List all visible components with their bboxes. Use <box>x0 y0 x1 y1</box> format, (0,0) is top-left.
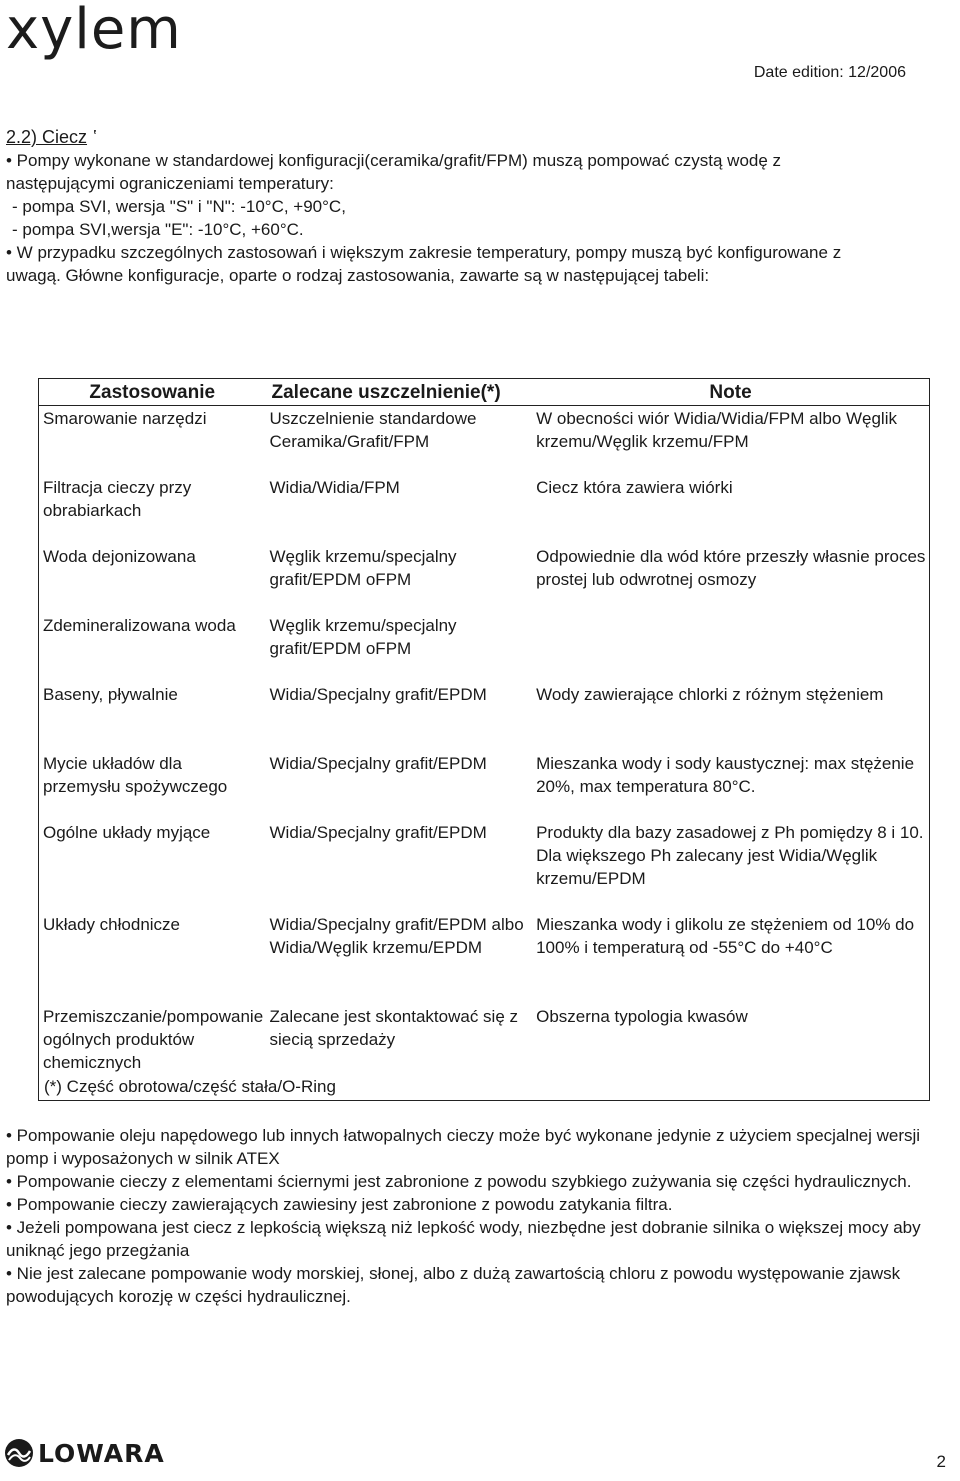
header-note: Note <box>532 379 929 406</box>
cell-seal: Widia/Widia/FPM <box>269 477 400 497</box>
lowara-logo <box>4 1438 165 1468</box>
cell-application: Woda dejonizowana <box>43 546 196 566</box>
cell-seal: Węglik krzemu/specjalny grafit/EPDM oFPM <box>269 546 457 589</box>
note-item: • Pompowanie cieczy z elementami ściernymi jest zabronione z powodu szybkiego zużywania się części hydraulicznych. <box>6 1172 912 1191</box>
cell-note: Mieszanka wody i glikolu ze stężeniem od 10% do 100% i temperaturą od -55°C do +40°C <box>536 914 915 957</box>
section-number: 2.2) Ciecz <box>6 127 88 147</box>
note-item: • Pompowanie cieczy zawierających zawiesiny jest zabronione z powodu zatykania filtra. <box>6 1195 673 1214</box>
cell-seal: Widia/Specjalny grafit/EPDM albo Widia/Węglik krzemu/EPDM <box>269 914 524 957</box>
cell-seal: Węglik krzemu/specjalny grafit/EPDM oFPM <box>269 615 457 658</box>
header-application: Zastosowanie <box>39 379 266 406</box>
table-row <box>39 475 929 544</box>
cell-application: Filtracja cieczy przy obrabiarkach <box>43 477 192 520</box>
cell-seal: Uszczelnienie standardowe Ceramika/Grafit/FPM <box>269 409 477 451</box>
cell-note: W obecności wiór Widia/Widia/FPM albo Węglik krzemu/Węglik krzemu/FPM <box>536 409 897 451</box>
table-header-row <box>39 379 929 406</box>
cell-seal: Widia/Specjalny grafit/EPDM <box>269 684 487 704</box>
cell-application: Układy chłodnicze <box>43 914 181 934</box>
page-number: 2 <box>936 1452 946 1471</box>
table-row <box>39 613 929 682</box>
cell-application: Przemiszczanie/pompowanie ogólnych produktów chemicznych <box>43 1006 264 1072</box>
table-row <box>39 751 929 820</box>
cell-note: Obszerna typologia kwasów <box>536 1006 748 1026</box>
section-mark: ‛ <box>93 127 98 147</box>
intro-line: następującymi ograniczeniami temperatury: <box>6 174 334 193</box>
intro-line: uwagą. Główne konfiguracje, oparte o rodzaj zastosowania, zawarte są w następującej tabeli: <box>6 266 710 285</box>
cell-application: Ogólne układy myjące <box>43 822 211 842</box>
table-row <box>39 406 929 475</box>
cell-application: Zdemineralizowana woda <box>43 615 236 635</box>
note-item: • Nie jest zalecane pompowanie wody morskiej, słonej, albo z dużą zawartością chloru z powodu występowanie zjawsk powodujących korozję w części hydraulicznej. <box>6 1264 901 1306</box>
cell-seal: Widia/Specjalny grafit/EPDM <box>269 753 487 773</box>
table-row <box>39 682 929 751</box>
applications-table <box>38 378 930 1101</box>
table-footnote: (*) Część obrotowa/część stała/O-Ring <box>44 1077 336 1096</box>
cell-note: Mieszanka wody i sody kaustycznej: max stężenie 20%, max temperatura 80°C. <box>536 753 915 796</box>
note-item: • Jeżeli pompowana jest ciecz z lepkością większą niż lepkość wody, niezbędne jest dobranie silnika o większej mocy aby uniknąć jego przegżania <box>6 1218 921 1260</box>
table-row <box>39 544 929 613</box>
xylem-logo: xylem <box>6 0 182 62</box>
date-edition: Date edition: 12/2006 <box>753 64 906 81</box>
cell-note: Produkty dla bazy zasadowej z Ph pomiędzy 8 i 10. Dla większego Ph zalecany jest Widia/Węglik krzemu/EPDM <box>536 822 924 888</box>
cell-application: Mycie układów dla przemysłu spożywczego <box>43 753 228 796</box>
note-item: • Pompowanie oleju napędowego lub innych łatwopalnych cieczy może być wykonane jedynie z użyciem specjalnej wersji pomp i wyposażonych w silnik ATEX <box>6 1126 921 1168</box>
section-title <box>6 126 97 148</box>
cell-seal: Widia/Specjalny grafit/EPDM <box>269 822 487 842</box>
notes-list <box>6 1124 946 1308</box>
cell-seal: Zalecane jest skontaktować się z siecią sprzedaży <box>269 1006 519 1049</box>
lowara-brand: LOWARA <box>38 1438 165 1468</box>
cell-note <box>532 613 929 682</box>
table-row <box>39 1004 929 1074</box>
table-row <box>39 820 929 912</box>
cell-application: Smarowanie narzędzi <box>43 409 207 428</box>
intro-line: • Pompy wykonane w standardowej konfiguracji(ceramika/grafit/FPM) muszą pompować czystą wodę z <box>6 151 782 170</box>
intro-line: - pompa SVI,wersja "E": -10°C, +60°C. <box>12 220 304 239</box>
cell-note: Wody zawierające chlorki z różnym stężeniem <box>536 684 884 704</box>
table-row <box>39 912 929 1004</box>
header-seal: Zalecane uszczelnienie(*) <box>266 379 533 406</box>
intro-line: • W przypadku szczególnych zastosowań i większym zakresie temperatury, pompy muszą być konfigurowane z <box>6 243 842 262</box>
cell-application: Baseny, pływalnie <box>43 684 178 704</box>
intro-line: - pompa SVI, wersja "S" i "N": -10°C, +90°C, <box>12 197 346 216</box>
cell-note: Odpowiednie dla wód które przeszły własnie proces prostej lub odwrotnej osmozy <box>536 546 926 589</box>
lowara-wave-icon <box>4 1438 34 1468</box>
cell-note: Ciecz która zawiera wiórki <box>536 477 733 497</box>
intro-text <box>6 149 951 287</box>
